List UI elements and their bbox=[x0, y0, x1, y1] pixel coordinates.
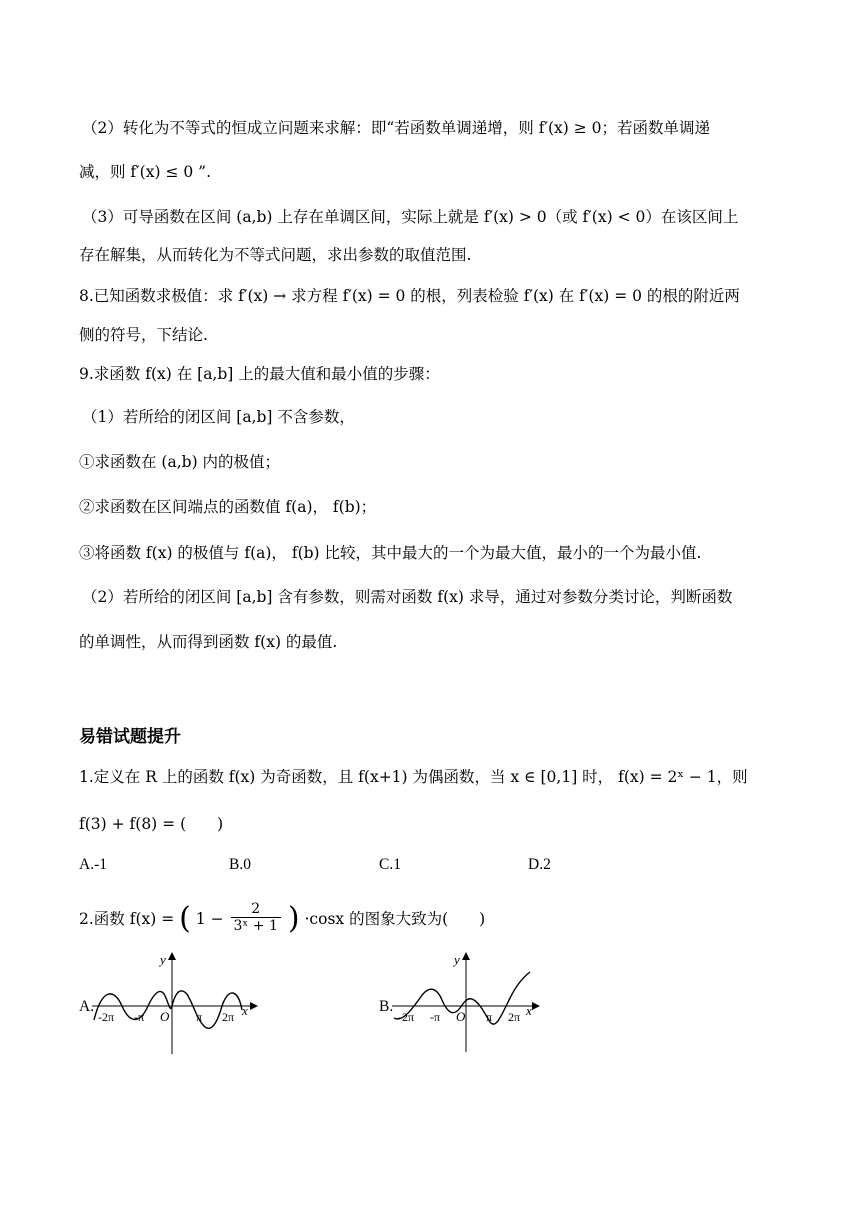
tick-label: -π bbox=[134, 1010, 145, 1024]
stem-prefix: 2.函数 f(x) = bbox=[79, 910, 180, 928]
origin-label: O bbox=[160, 1009, 170, 1024]
tick-label: π bbox=[196, 1010, 203, 1024]
stem-suffix: ·cosx 的图象大致为( ) bbox=[304, 910, 486, 928]
x-axis-arrow-icon bbox=[532, 1002, 540, 1010]
text-line: 的单调性，从而得到函数 f(x) 的最值. bbox=[79, 633, 338, 651]
fraction-denominator: 3ˣ + 1 bbox=[233, 918, 278, 934]
tick-label: -2π bbox=[98, 1010, 115, 1024]
text-line: 侧的符号，下结论. bbox=[79, 326, 208, 344]
question-1-expression: f(3) + f(8) = ( ) bbox=[79, 815, 224, 833]
question-1-stem: 1.定义在 R 上的函数 f(x) 为奇函数，且 f(x+1) 为偶函数，当 x ∈ [0,1] 时， f(x) = 2ˣ − 1，则 bbox=[79, 768, 748, 786]
option-a: A.-1 bbox=[79, 856, 107, 873]
graph-b bbox=[392, 948, 562, 1058]
text-line: 减，则 f′(x) ≤ 0 ”. bbox=[79, 163, 211, 181]
fraction bbox=[231, 901, 281, 935]
option-d: D.2 bbox=[528, 856, 551, 873]
tick-label: 2π bbox=[508, 1010, 521, 1024]
tick-label: -2π bbox=[398, 1010, 415, 1024]
y-axis-label: y bbox=[160, 952, 166, 967]
text-line: 9.求函数 f(x) 在 [a,b] 上的最大值和最小值的步骤： bbox=[79, 365, 440, 383]
origin-label: O bbox=[456, 1009, 466, 1024]
y-axis-label: y bbox=[454, 952, 460, 967]
text-line: （3）可导函数在区间 (a,b) 上存在单调区间，实际上就是 f′(x) > 0（或 f′(x) < 0）在该区间上 bbox=[82, 208, 739, 226]
question-2-stem bbox=[79, 903, 790, 937]
x-axis-arrow-icon bbox=[250, 1002, 258, 1010]
text-line: ③将函数 f(x) 的极值与 f(a)， f(b) 比较，其中最大的一个为最大值，最小的一个为最小值. bbox=[79, 544, 702, 562]
option-c: C.1 bbox=[379, 856, 401, 873]
text-line: （1）若所给的闭区间 [a,b] 不含参数， bbox=[82, 408, 355, 426]
text-line: ②求函数在区间端点的函数值 f(a)， f(b)； bbox=[79, 498, 377, 516]
text-line: （2）转化为不等式的恒成立问题来求解：即“若函数单调递增，则 f′(x) ≥ 0；若函数单调递 bbox=[82, 119, 711, 137]
one-minus: 1 − bbox=[195, 910, 224, 928]
text-line: 8.已知函数求极值：求 f′(x) → 求方程 f′(x) = 0 的根，列表检验 f′(x) 在 f′(x) = 0 的根的附近两 bbox=[79, 287, 740, 305]
y-axis-arrow-icon bbox=[168, 952, 176, 960]
graph-b-label: B. bbox=[379, 998, 394, 1015]
text-line: ①求函数在 (a,b) 内的极值； bbox=[79, 453, 281, 471]
text-line: （2）若所给的闭区间 [a,b] 含有参数，则需对函数 f(x) 求导，通过对参数分类讨论，判断函数 bbox=[82, 588, 733, 606]
x-axis-label: x bbox=[526, 1003, 532, 1018]
section-heading: 易错试题提升 bbox=[79, 727, 181, 747]
tick-label: -π bbox=[430, 1010, 441, 1024]
y-axis-arrow-icon bbox=[462, 952, 470, 960]
text-line: 存在解集，从而转化为不等式问题，求出参数的取值范围. bbox=[79, 246, 472, 264]
tick-label: 2π bbox=[222, 1010, 235, 1024]
big-paren-right: ) bbox=[287, 901, 300, 936]
tick-label: π bbox=[486, 1010, 493, 1024]
graph-a-label: A. bbox=[79, 998, 95, 1015]
option-b: B.0 bbox=[229, 856, 251, 873]
graph-a bbox=[92, 948, 262, 1058]
x-axis-label: x bbox=[242, 1003, 248, 1018]
big-paren-left: ( bbox=[179, 901, 191, 936]
fraction-numerator: 2 bbox=[231, 901, 281, 918]
